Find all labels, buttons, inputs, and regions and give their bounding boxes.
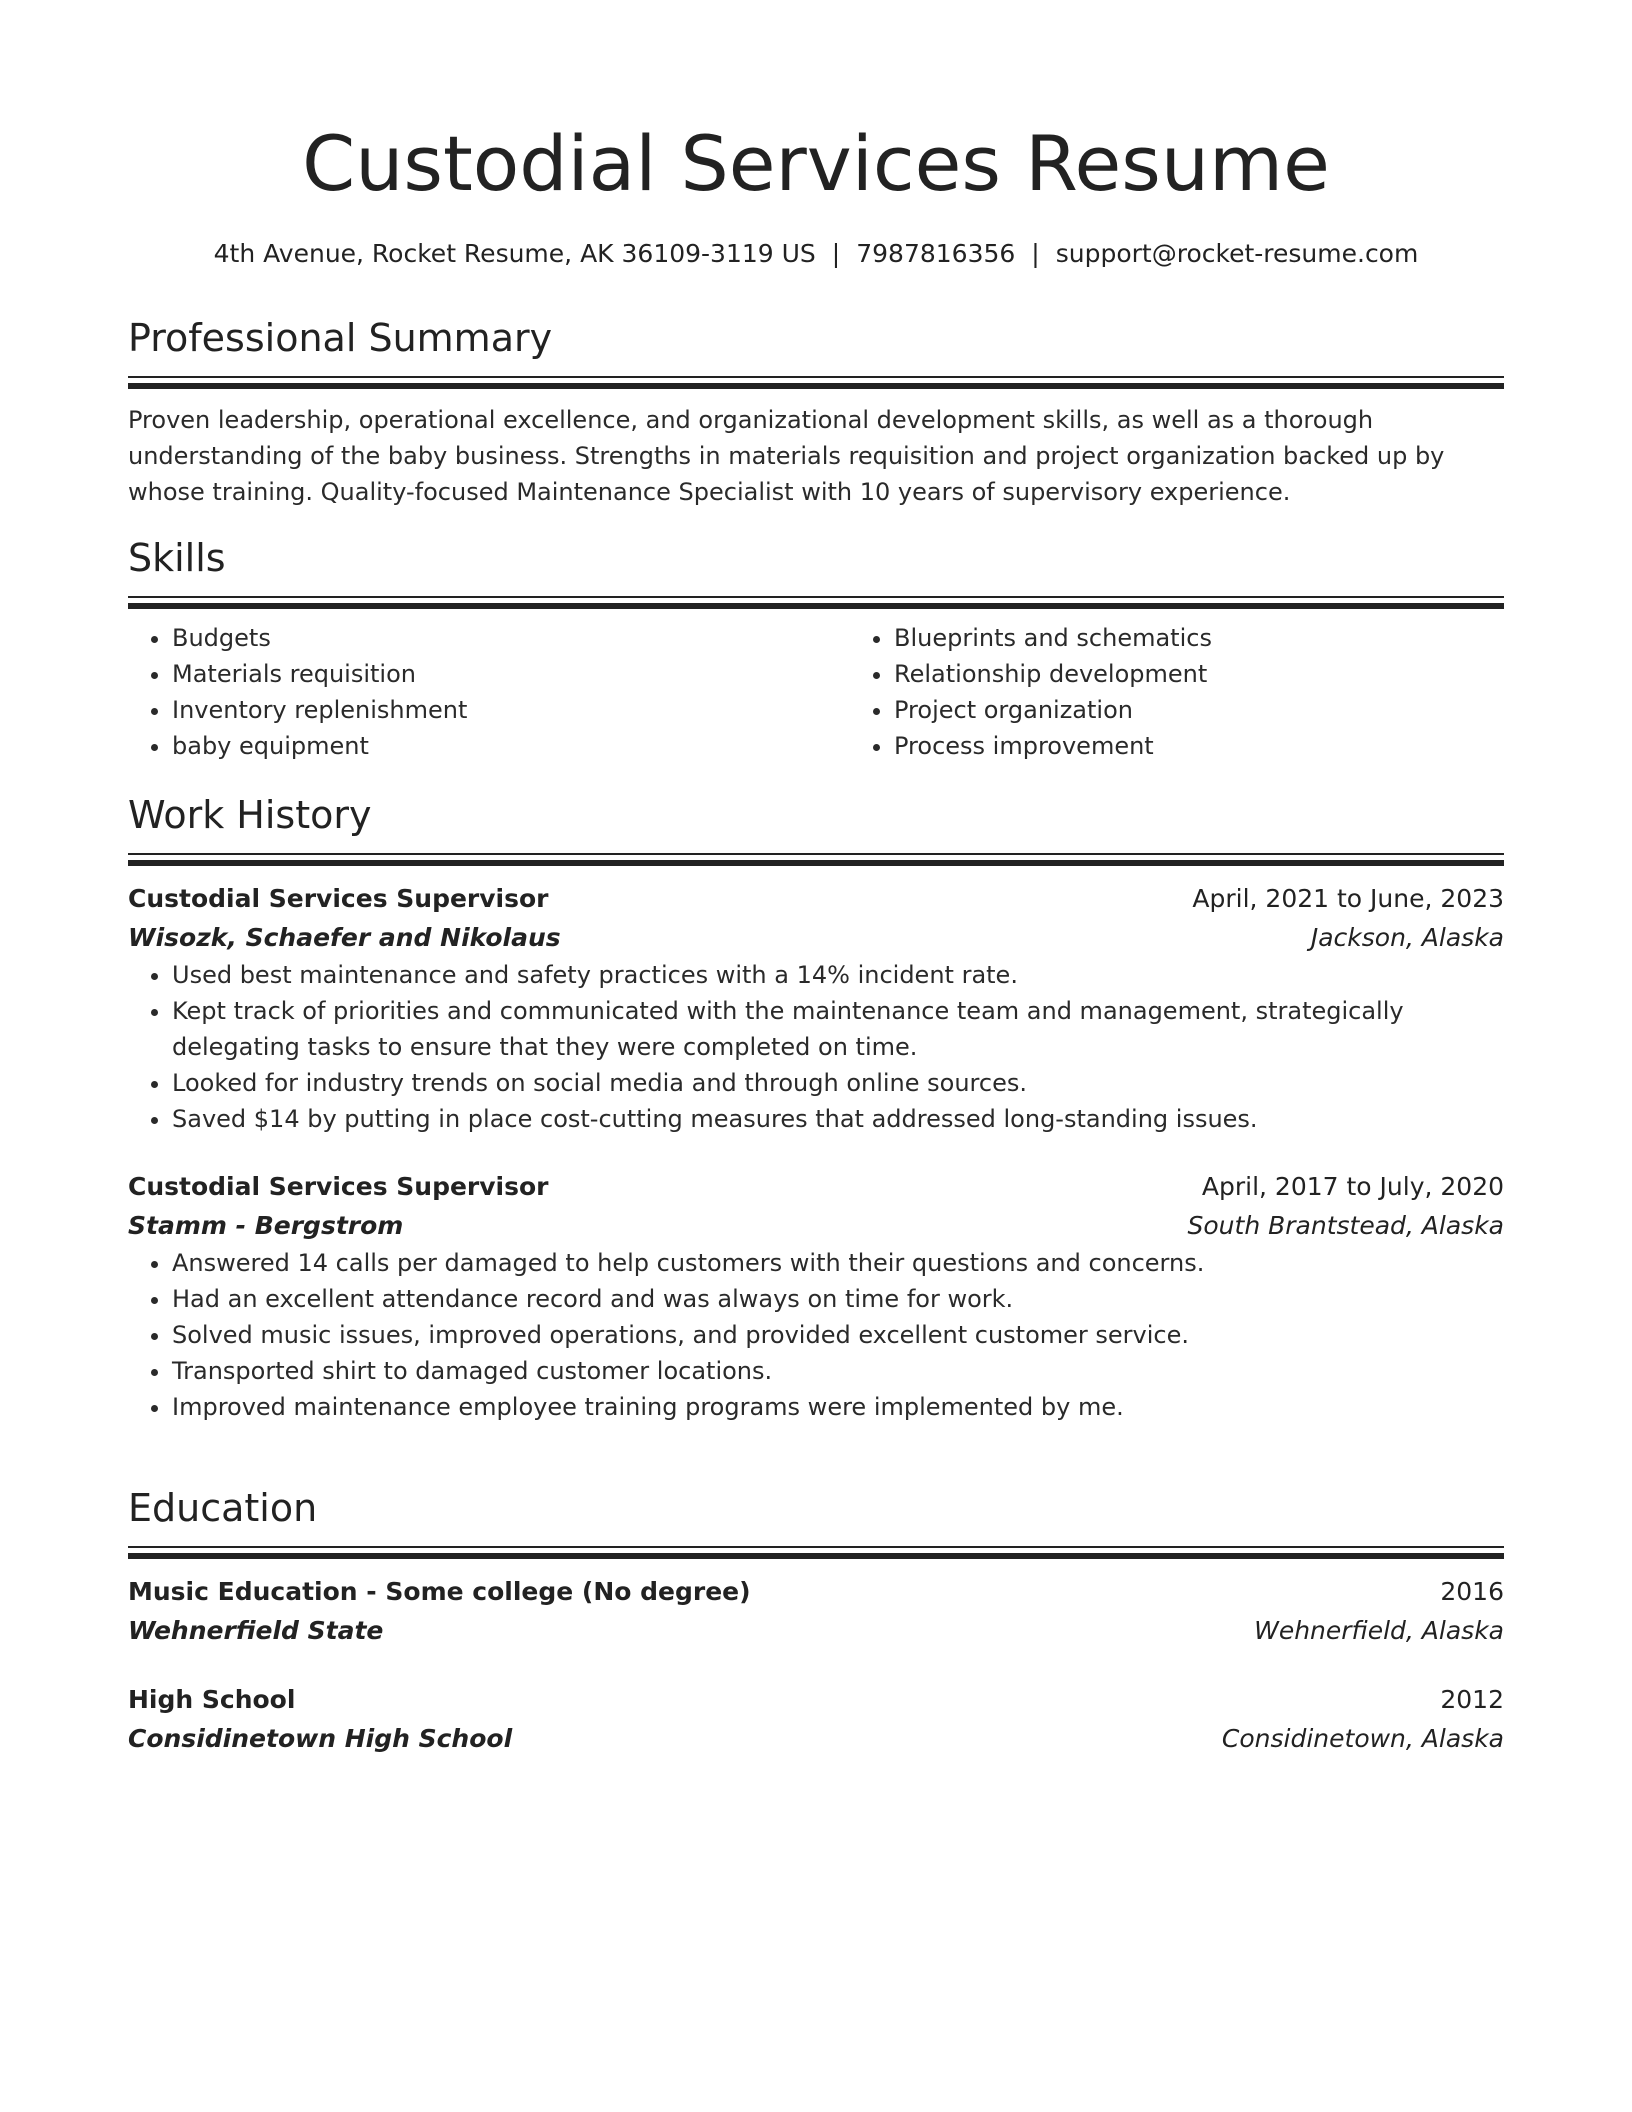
job-company: Stamm - Bergstrom <box>128 1210 404 1240</box>
job-entry <box>128 1167 1504 1425</box>
job-dates: April, 2017 to July, 2020 <box>1201 1171 1504 1201</box>
section-divider <box>128 1546 1504 1558</box>
job-bullet: • Kept track of priorities and communicated with the maintenance team and management, strategically delegating tasks to ensure that they were completed on time. <box>172 993 1504 1065</box>
job-subheader <box>128 1206 1504 1245</box>
education-degree: High School <box>128 1684 296 1714</box>
job-entry <box>128 879 1504 1137</box>
skill-item: • baby equipment <box>172 728 850 764</box>
job-bullet: • Answered 14 calls per damaged to help customers with their questions and concerns. <box>172 1245 1504 1281</box>
skill-item: • Blueprints and schematics <box>894 620 1572 656</box>
education-entry <box>128 1680 1504 1758</box>
contact-email: support@rocket-resume.com <box>1055 239 1419 268</box>
skill-item: • Inventory replenishment <box>172 692 850 728</box>
job-bullet: • Improved maintenance employee training programs were implemented by me. <box>172 1389 1504 1425</box>
education-school: Considinetown High School <box>128 1723 513 1753</box>
summary-section <box>128 316 1504 510</box>
job-bullet: • Looked for industry trends on social media and through online sources. <box>172 1065 1504 1101</box>
skills-heading: Skills <box>128 536 226 580</box>
education-entry <box>128 1572 1504 1650</box>
education-section <box>128 1486 1504 1758</box>
job-company: Wisozk, Schaefer and Nikolaus <box>128 922 561 952</box>
summary-heading: Professional Summary <box>128 316 553 360</box>
education-year: 2012 <box>1440 1684 1504 1714</box>
job-subheader <box>128 918 1504 957</box>
job-bullets <box>128 1245 1504 1425</box>
education-location: Considinetown, Alaska <box>1221 1723 1504 1753</box>
skills-list-right <box>850 620 1572 764</box>
skills-section <box>128 536 1504 764</box>
skills-list-left <box>128 620 850 764</box>
job-header <box>128 1167 1504 1206</box>
job-dates: April, 2021 to June, 2023 <box>1192 883 1504 913</box>
education-school: Wehnerfield State <box>128 1615 384 1645</box>
education-year: 2016 <box>1440 1576 1504 1606</box>
skill-item: • Relationship development <box>894 656 1572 692</box>
education-subheader <box>128 1719 1504 1758</box>
skill-item: • Materials requisition <box>172 656 850 692</box>
job-bullets <box>128 957 1504 1137</box>
contact-line <box>128 238 1504 271</box>
contact-phone: 7987816356 <box>856 239 1016 268</box>
job-bullet: • Had an excellent attendance record and was always on time for work. <box>172 1281 1504 1317</box>
job-bullet: • Saved $14 by putting in place cost-cutting measures that addressed long-standing issues. <box>172 1101 1504 1137</box>
job-location: South Brantstead, Alaska <box>1187 1210 1504 1240</box>
summary-text: Proven leadership, operational excellence, and organizational development skills, as well as a thorough understanding of the baby business. Strengths in materials requisition and project organization backed up by whose training. Quality-focused Maintenance Specialist with 10 years of supervisory experience. <box>128 405 1445 506</box>
section-divider <box>128 596 1504 608</box>
education-location: Wehnerfield, Alaska <box>1254 1615 1504 1645</box>
education-header <box>128 1680 1504 1719</box>
job-title: Custodial Services Supervisor <box>128 883 549 913</box>
education-header <box>128 1572 1504 1611</box>
education-heading: Education <box>128 1486 318 1530</box>
skill-item: • Process improvement <box>894 728 1572 764</box>
work-history-section <box>128 793 1504 1425</box>
resume-title: Custodial Services Resume <box>302 119 1330 208</box>
job-bullet: • Transported shirt to damaged customer locations. <box>172 1353 1504 1389</box>
job-title: Custodial Services Supervisor <box>128 1171 549 1201</box>
work-history-heading: Work History <box>128 793 372 837</box>
job-bullet: • Solved music issues, improved operations, and provided excellent customer service. <box>172 1317 1504 1353</box>
education-degree: Music Education - Some college (No degree) <box>128 1576 751 1606</box>
job-location: Jackson, Alaska <box>1310 922 1504 952</box>
contact-address: 4th Avenue, Rocket Resume, AK 36109-3119 US <box>213 239 816 268</box>
job-header <box>128 879 1504 918</box>
skills-columns <box>128 620 1504 764</box>
skill-item: • Budgets <box>172 620 850 656</box>
contact-separator: | <box>1031 239 1040 268</box>
job-bullet: • Used best maintenance and safety practices with a 14% incident rate. <box>172 957 1504 993</box>
contact-separator: | <box>831 239 841 268</box>
section-divider <box>128 853 1504 865</box>
education-subheader <box>128 1611 1504 1650</box>
section-divider <box>128 376 1504 388</box>
skill-item: • Project organization <box>894 692 1572 728</box>
